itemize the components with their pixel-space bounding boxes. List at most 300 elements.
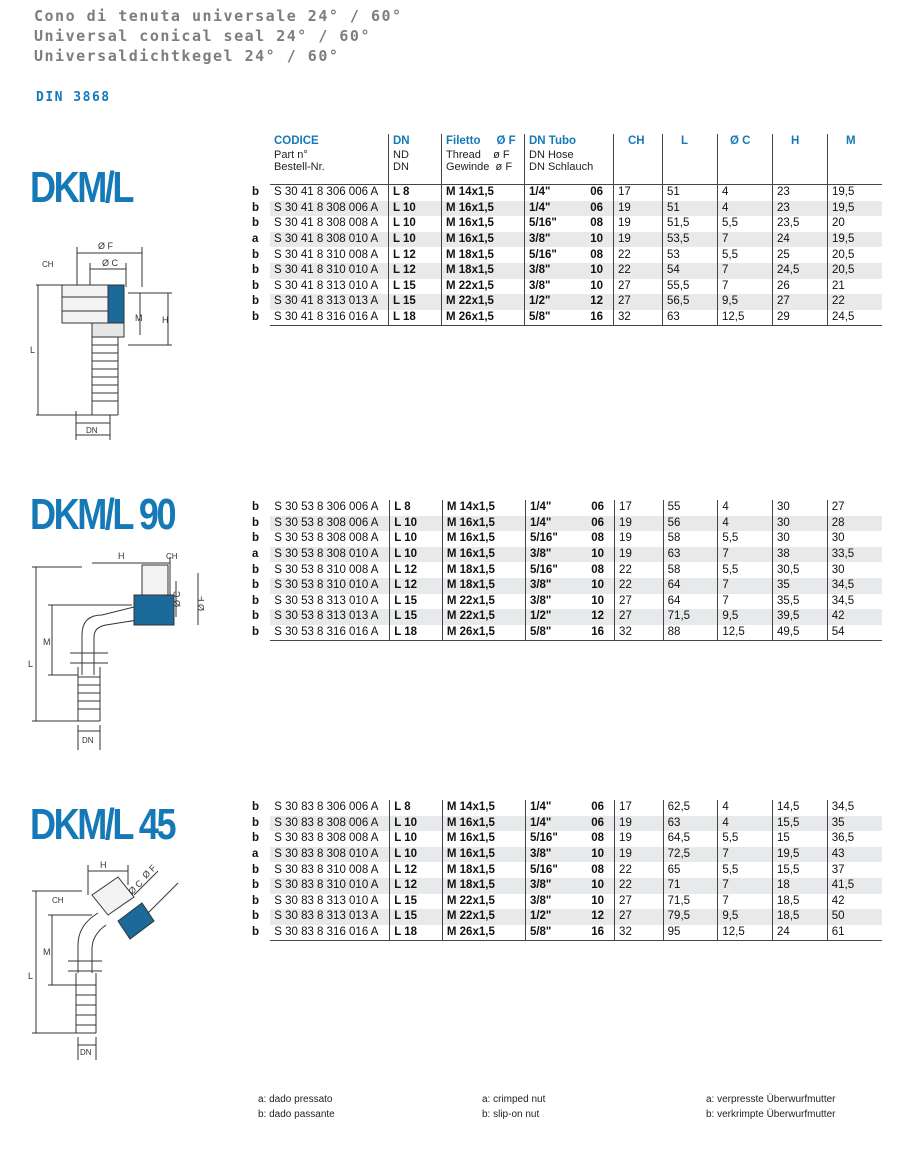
table-row xyxy=(252,831,882,847)
label-l: L xyxy=(28,659,34,669)
h-cell: 29 xyxy=(773,310,828,326)
col-h-header: H xyxy=(773,134,828,185)
ch-cell: 19 xyxy=(615,831,664,847)
h-cell: 23,5 xyxy=(773,216,828,232)
hose-dash-cell: 10 xyxy=(580,878,614,894)
thread-cell: M 14x1,5 xyxy=(442,800,525,816)
m-cell: 19,5 xyxy=(828,201,883,217)
label-oc: Ø C xyxy=(126,878,145,897)
l-cell: 71,5 xyxy=(663,609,718,625)
l-cell: 55 xyxy=(663,500,718,516)
m-cell: 37 xyxy=(827,862,882,878)
part-code-cell: S 30 41 8 316 016 A xyxy=(270,310,389,326)
label-h: H xyxy=(118,551,125,561)
ch-cell: 27 xyxy=(614,294,663,310)
hose-dash-cell: 10 xyxy=(580,547,614,563)
l-cell: 51,5 xyxy=(663,216,718,232)
l-cell: 54 xyxy=(663,263,718,279)
table-row xyxy=(252,925,882,941)
table-row xyxy=(252,232,882,248)
hose-inch-cell: 1/2" xyxy=(525,909,580,925)
nut-type-cell: b xyxy=(252,926,260,939)
nut-type-cell: b xyxy=(252,311,260,324)
thread-cell: M 18x1,5 xyxy=(442,562,525,578)
dn-cell: L 15 xyxy=(390,609,443,625)
thread-cell: M 26x1,5 xyxy=(442,925,525,941)
m-cell: 34,5 xyxy=(827,594,882,610)
part-code-cell: S 30 53 8 313 013 A xyxy=(270,609,390,625)
model-title-dkml-45: DKM/L 45 xyxy=(30,800,175,849)
h-cell: 23 xyxy=(773,185,828,201)
thread-cell: M 22x1,5 xyxy=(442,609,525,625)
m-cell: 20,5 xyxy=(828,247,883,263)
dn-cell: L 12 xyxy=(390,562,443,578)
legend-en-a: a: crimped nut xyxy=(482,1094,546,1105)
part-code-cell: S 30 83 8 313 010 A xyxy=(274,894,379,907)
m-cell: 50 xyxy=(827,909,882,925)
thread-cell: M 16x1,5 xyxy=(442,816,525,832)
label-m: M xyxy=(43,947,51,957)
oc-cell: 12,5 xyxy=(718,625,773,641)
dn-cell: L 10 xyxy=(389,201,442,217)
table-row xyxy=(252,279,882,295)
ch-cell: 19 xyxy=(614,216,663,232)
col-ch-header: CH xyxy=(614,134,663,185)
m-cell: 41,5 xyxy=(827,878,882,894)
h-cell: 30 xyxy=(773,531,828,547)
hose-dash-cell: 16 xyxy=(580,925,614,941)
m-cell: 34,5 xyxy=(827,800,882,816)
part-code-cell: S 30 41 8 313 010 A xyxy=(274,279,379,292)
nut-type-cell: b xyxy=(252,516,270,532)
hose-dash-cell: 06 xyxy=(591,801,605,814)
ch-cell: 19 xyxy=(614,201,663,217)
h-cell: 25 xyxy=(773,247,828,263)
label-h: H xyxy=(100,860,107,870)
dn-cell: L 10 xyxy=(389,232,442,248)
l-cell: 63 xyxy=(663,816,718,832)
page-titles xyxy=(34,6,403,66)
m-cell: 19,5 xyxy=(828,232,883,248)
standard-label: DIN 3868 xyxy=(36,90,111,105)
nut-type-cell: b xyxy=(252,217,260,230)
l-cell: 58 xyxy=(663,531,718,547)
h-cell: 30 xyxy=(773,500,828,516)
h-cell: 18,5 xyxy=(773,894,828,910)
m-cell: 24,5 xyxy=(828,310,883,326)
hose-inch-cell: 1/2" xyxy=(525,609,580,625)
dn-cell: L 12 xyxy=(390,578,443,594)
hose-dash-cell: 16 xyxy=(573,310,614,326)
ch-cell: 22 xyxy=(615,562,664,578)
ch-cell: 27 xyxy=(615,609,664,625)
part-code-cell: S 30 53 8 308 008 A xyxy=(274,532,379,545)
legend-de-b: b: verkrimpte Überwurfmutter xyxy=(706,1109,836,1120)
h-cell: 49,5 xyxy=(773,625,828,641)
dn-cell: L 10 xyxy=(390,547,443,563)
l-cell: 72,5 xyxy=(663,847,718,863)
oc-cell: 5,5 xyxy=(718,247,773,263)
l-cell: 95 xyxy=(663,925,718,941)
l-cell: 63 xyxy=(663,547,718,563)
h-cell: 15 xyxy=(773,831,828,847)
nut-type-cell: b xyxy=(252,501,260,514)
table-dkml-90 xyxy=(252,500,882,641)
thread-cell: M 22x1,5 xyxy=(442,279,525,295)
thread-cell: M 18x1,5 xyxy=(442,578,525,594)
h-cell: 24 xyxy=(773,925,828,941)
ch-cell: 32 xyxy=(614,310,663,326)
table-row xyxy=(252,894,882,910)
dn-cell: L 10 xyxy=(390,531,443,547)
hose-inch-cell: 5/16" xyxy=(525,562,580,578)
label-oc: Ø C xyxy=(102,258,119,268)
h-cell: 24 xyxy=(773,232,828,248)
hose-dash-cell: 10 xyxy=(580,578,614,594)
legend-en-b: b: slip-on nut xyxy=(482,1109,540,1120)
table-row xyxy=(252,185,882,201)
hose-inch-cell: 1/4" xyxy=(525,516,580,532)
l-cell: 64,5 xyxy=(663,831,718,847)
h-cell: 15,5 xyxy=(773,862,828,878)
table-row xyxy=(252,594,882,610)
table-row xyxy=(252,609,882,625)
h-cell: 27 xyxy=(773,294,828,310)
ch-cell: 27 xyxy=(615,594,664,610)
part-code-cell: S 30 53 8 306 006 A xyxy=(274,501,379,514)
part-code-cell: S 30 41 8 310 010 A xyxy=(270,263,389,279)
l-cell: 71 xyxy=(663,878,718,894)
table-row xyxy=(252,847,882,863)
hose-inch-cell: 1/4" xyxy=(525,500,580,516)
part-code-cell: S 30 83 8 313 013 A xyxy=(270,909,390,925)
hose-inch-cell: 1/4" xyxy=(525,185,573,201)
thread-cell: M 16x1,5 xyxy=(442,201,525,217)
hose-dash-cell: 10 xyxy=(573,263,614,279)
m-cell: 33,5 xyxy=(827,547,882,563)
hose-inch-cell: 5/16" xyxy=(525,531,580,547)
drawing-straight-fitting xyxy=(22,235,192,445)
thread-cell: M 16x1,5 xyxy=(442,216,525,232)
hose-dash-cell: 12 xyxy=(573,294,614,310)
ch-cell: 17 xyxy=(615,800,664,816)
thread-cell: M 18x1,5 xyxy=(442,878,525,894)
table-row xyxy=(252,216,882,232)
ch-cell: 22 xyxy=(615,878,664,894)
part-code-cell: S 30 53 8 310 010 A xyxy=(270,578,390,594)
l-cell: 79,5 xyxy=(663,909,718,925)
hose-dash-cell: 08 xyxy=(590,248,603,261)
legend-it-b: b: dado passante xyxy=(258,1109,335,1120)
oc-cell: 12,5 xyxy=(718,310,773,326)
hose-inch-cell: 5/16" xyxy=(525,831,580,847)
oc-cell: 7 xyxy=(718,578,773,594)
hose-inch-cell: 5/16" xyxy=(525,216,573,232)
thread-cell: M 16x1,5 xyxy=(442,831,525,847)
thread-cell: M 16x1,5 xyxy=(442,531,525,547)
m-cell: 54 xyxy=(827,625,882,641)
ch-cell: 19 xyxy=(615,847,664,863)
thread-cell: M 18x1,5 xyxy=(442,862,525,878)
ch-cell: 19 xyxy=(614,232,663,248)
thread-cell: M 16x1,5 xyxy=(442,847,525,863)
table-row xyxy=(252,294,882,310)
h-cell: 35,5 xyxy=(773,594,828,610)
table-row xyxy=(252,562,882,578)
label-h: H xyxy=(162,315,169,325)
ch-cell: 32 xyxy=(615,925,664,941)
nut-type-cell: b xyxy=(252,248,260,261)
nut-type-cell: a xyxy=(252,232,270,248)
hose-dash-cell: 08 xyxy=(590,217,603,230)
ch-cell: 17 xyxy=(614,185,663,201)
hose-dash-cell: 06 xyxy=(573,201,614,217)
m-cell: 27 xyxy=(827,500,882,516)
nut-type-cell: b xyxy=(252,909,270,925)
hose-inch-cell: 1/4" xyxy=(525,800,580,816)
h-cell: 38 xyxy=(773,547,828,563)
oc-cell: 12,5 xyxy=(718,925,773,941)
thread-cell: M 16x1,5 xyxy=(442,232,525,248)
oc-cell: 5,5 xyxy=(718,831,773,847)
nut-type-cell: a xyxy=(252,547,270,563)
col-m-header: M xyxy=(828,134,883,185)
label-dn: DN xyxy=(80,1048,92,1057)
part-code-cell: S 30 41 8 308 010 A xyxy=(270,232,389,248)
table-row xyxy=(252,500,882,516)
hose-dash-cell: 12 xyxy=(580,909,614,925)
dn-cell: L 8 xyxy=(389,185,442,201)
hose-dash-cell: 08 xyxy=(591,563,605,576)
hose-dash-cell: 06 xyxy=(580,816,614,832)
thread-cell: M 22x1,5 xyxy=(442,909,525,925)
label-ch: CH xyxy=(52,896,64,905)
hose-inch-cell: 3/8" xyxy=(525,847,580,863)
nut-type-cell: b xyxy=(252,894,260,907)
hose-inch-cell: 3/8" xyxy=(525,578,580,594)
part-code-cell: S 30 53 8 316 016 A xyxy=(270,625,390,641)
drawing-90-fitting xyxy=(22,545,222,755)
nut-type-cell: b xyxy=(252,279,260,292)
nut-type-cell: b xyxy=(252,263,270,279)
h-cell: 18,5 xyxy=(773,909,828,925)
label-of: Ø F xyxy=(140,862,159,881)
nut-type-cell: b xyxy=(252,563,260,576)
nut-type-cell: a xyxy=(252,847,270,863)
hose-inch-cell: 1/4" xyxy=(525,816,580,832)
label-dn: DN xyxy=(82,736,94,745)
thread-cell: M 14x1,5 xyxy=(442,185,525,201)
l-cell: 55,5 xyxy=(663,279,718,295)
table-dkml xyxy=(252,134,882,326)
ch-cell: 22 xyxy=(615,862,664,878)
dn-cell: L 18 xyxy=(390,925,443,941)
col-code-header: CODICE Part n° Bestell-Nr. xyxy=(270,134,389,185)
h-cell: 19,5 xyxy=(773,847,828,863)
nut-type-cell: b xyxy=(252,594,260,607)
legend-english xyxy=(482,1092,545,1122)
m-cell: 35 xyxy=(827,816,882,832)
thread-cell: M 26x1,5 xyxy=(442,625,525,641)
dn-cell: L 12 xyxy=(390,878,443,894)
oc-cell: 7 xyxy=(718,263,773,279)
dn-cell: L 10 xyxy=(390,847,443,863)
table-row xyxy=(252,578,882,594)
m-cell: 30 xyxy=(827,531,882,547)
label-m: M xyxy=(43,637,51,647)
table-row xyxy=(252,800,882,816)
part-code-cell: S 30 83 8 308 010 A xyxy=(270,847,390,863)
hose-dash-cell: 06 xyxy=(580,516,614,532)
thread-cell: M 22x1,5 xyxy=(442,594,525,610)
h-cell: 24,5 xyxy=(773,263,828,279)
legend-italian xyxy=(258,1092,335,1122)
l-cell: 88 xyxy=(663,625,718,641)
l-cell: 64 xyxy=(663,594,718,610)
table-row xyxy=(252,625,882,641)
hose-dash-cell: 10 xyxy=(590,279,603,292)
part-code-cell: S 30 83 8 306 006 A xyxy=(274,801,379,814)
oc-cell: 9,5 xyxy=(718,909,773,925)
dn-cell: L 10 xyxy=(389,216,442,232)
l-cell: 63 xyxy=(663,310,718,326)
oc-cell: 5,5 xyxy=(718,531,773,547)
m-cell: 20,5 xyxy=(828,263,883,279)
hose-inch-cell: 1/2" xyxy=(525,294,573,310)
h-cell: 35 xyxy=(773,578,828,594)
part-code-cell: S 30 53 8 308 010 A xyxy=(270,547,390,563)
title-italian: Cono di tenuta universale 24° / 60° xyxy=(34,7,403,25)
nut-type-cell: b xyxy=(252,878,270,894)
dn-cell: L 12 xyxy=(389,247,442,263)
dn-cell: L 18 xyxy=(390,625,443,641)
thread-cell: M 18x1,5 xyxy=(442,263,525,279)
m-cell: 20 xyxy=(828,216,883,232)
col-oc-header: Ø C xyxy=(718,134,773,185)
h-cell: 39,5 xyxy=(773,609,828,625)
hose-dash-cell: 06 xyxy=(590,186,603,199)
part-code-cell: S 30 53 8 310 008 A xyxy=(274,563,379,576)
part-code-cell: S 30 83 8 310 010 A xyxy=(270,878,390,894)
oc-cell: 4 xyxy=(718,516,773,532)
nut-type-cell: b xyxy=(252,578,270,594)
oc-cell: 4 xyxy=(718,500,773,516)
label-of: Ø F xyxy=(98,241,113,251)
legend-german xyxy=(706,1092,836,1122)
thread-cell: M 14x1,5 xyxy=(442,500,525,516)
table-row xyxy=(252,516,882,532)
l-cell: 71,5 xyxy=(663,894,718,910)
label-l: L xyxy=(28,971,34,981)
oc-cell: 7 xyxy=(718,847,773,863)
h-cell: 30 xyxy=(773,516,828,532)
table-dkml-45 xyxy=(252,800,882,941)
oc-cell: 5,5 xyxy=(718,562,773,578)
oc-cell: 5,5 xyxy=(718,862,773,878)
thread-cell: M 26x1,5 xyxy=(442,310,525,326)
hose-inch-cell: 5/8" xyxy=(525,925,580,941)
oc-cell: 9,5 xyxy=(718,609,773,625)
nut-type-cell: b xyxy=(252,609,270,625)
l-cell: 62,5 xyxy=(663,800,718,816)
oc-cell: 4 xyxy=(718,201,773,217)
thread-cell: M 16x1,5 xyxy=(442,516,525,532)
label-l: L xyxy=(30,345,36,355)
h-cell: 15,5 xyxy=(773,816,828,832)
l-cell: 65 xyxy=(663,862,718,878)
dn-cell: L 15 xyxy=(389,279,442,295)
hose-inch-cell: 3/8" xyxy=(525,547,580,563)
label-of: Ø F xyxy=(196,596,206,611)
table-row xyxy=(252,247,882,263)
label-m: M xyxy=(135,313,143,323)
hose-dash-cell: 10 xyxy=(573,232,614,248)
nut-type-cell: b xyxy=(252,863,260,876)
ch-cell: 17 xyxy=(615,500,664,516)
hose-inch-cell: 3/8" xyxy=(525,232,573,248)
l-cell: 51 xyxy=(663,185,718,201)
oc-cell: 5,5 xyxy=(718,216,773,232)
hose-dash-cell: 08 xyxy=(591,532,605,545)
oc-cell: 7 xyxy=(718,232,773,248)
thread-cell: M 16x1,5 xyxy=(442,547,525,563)
hose-dash-cell: 08 xyxy=(591,863,605,876)
dn-cell: L 12 xyxy=(389,263,442,279)
oc-cell: 9,5 xyxy=(718,294,773,310)
dn-cell: L 15 xyxy=(390,909,443,925)
ch-cell: 22 xyxy=(615,578,664,594)
dn-cell: L 10 xyxy=(390,816,443,832)
m-cell: 28 xyxy=(827,516,882,532)
part-code-cell: S 30 41 8 310 008 A xyxy=(274,248,379,261)
oc-cell: 4 xyxy=(718,185,773,201)
table-row xyxy=(252,201,882,217)
oc-cell: 7 xyxy=(718,547,773,563)
part-code-cell: S 30 41 8 306 006 A xyxy=(274,186,379,199)
ch-cell: 27 xyxy=(615,894,664,910)
dn-cell: L 8 xyxy=(390,800,443,816)
table-row xyxy=(252,862,882,878)
hose-inch-cell: 3/8" xyxy=(525,878,580,894)
dn-cell: L 10 xyxy=(390,516,443,532)
col-thread-header: Filetto Ø F Thread ø F Gewinde ø F xyxy=(442,134,525,185)
hose-dash-cell: 06 xyxy=(591,501,605,514)
h-cell: 30,5 xyxy=(773,562,828,578)
nut-type-cell: b xyxy=(252,294,270,310)
hose-inch-cell: 5/16" xyxy=(525,862,580,878)
hose-inch-cell: 5/16" xyxy=(525,247,573,263)
part-code-cell: S 30 41 8 308 008 A xyxy=(274,217,379,230)
part-code-cell: S 30 83 8 308 006 A xyxy=(270,816,390,832)
h-cell: 18 xyxy=(773,878,828,894)
oc-cell: 7 xyxy=(718,878,773,894)
ch-cell: 19 xyxy=(615,547,664,563)
m-cell: 22 xyxy=(828,294,883,310)
part-code-cell: S 30 41 8 308 006 A xyxy=(270,201,389,217)
hose-dash-cell: 08 xyxy=(591,832,605,845)
hose-inch-cell: 3/8" xyxy=(525,894,580,910)
col-hose-header: DN Tubo DN Hose DN Schlauch xyxy=(525,134,614,185)
model-title-dkml: DKM/L xyxy=(30,163,132,212)
hose-inch-cell: 5/8" xyxy=(525,625,580,641)
hose-inch-cell: 3/8" xyxy=(525,279,573,295)
dn-cell: L 18 xyxy=(389,310,442,326)
legend-it-a: a: dado pressato xyxy=(258,1094,333,1105)
ch-cell: 32 xyxy=(615,625,664,641)
thread-cell: M 18x1,5 xyxy=(442,247,525,263)
part-code-cell: S 30 83 8 308 008 A xyxy=(274,832,379,845)
oc-cell: 7 xyxy=(718,594,773,610)
